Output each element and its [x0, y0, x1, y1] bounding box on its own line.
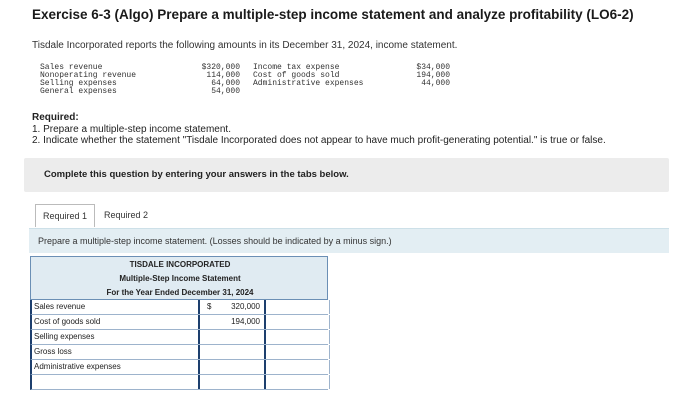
amount-cell[interactable] — [198, 330, 264, 344]
statement-row — [30, 300, 328, 315]
row-label[interactable]: Sales revenue — [34, 302, 86, 311]
row-label[interactable]: Administrative expenses — [34, 362, 121, 371]
amount-cell[interactable] — [198, 375, 264, 389]
amount-cell[interactable] — [198, 315, 264, 329]
statement-period: For the Year Ended December 31, 2024 — [106, 288, 254, 297]
amount-value: 320,000 — [231, 302, 260, 311]
question-prompt — [29, 228, 669, 253]
statement-row — [30, 375, 328, 390]
statement-row — [30, 330, 328, 345]
statement-row — [30, 360, 328, 375]
amount-value: 44,000 — [421, 79, 450, 88]
amount-value: 194,000 — [231, 317, 260, 326]
amount-value: 194,000 — [416, 71, 450, 80]
total-cell[interactable] — [264, 345, 330, 359]
amount-label: Nonoperating revenue — [40, 71, 137, 80]
total-cell[interactable] — [264, 360, 330, 374]
required-item-2: 2. Indicate whether the statement "Tisdale Incorporated does not appear to have much profit-generating potential." is true or false. — [32, 135, 606, 146]
prompt-text: Prepare a multiple-step income statement. (Losses should be indicated by a minus sign.) — [38, 236, 392, 246]
amount-value: 64,000 — [211, 79, 240, 88]
tab-required-1[interactable]: Required 1 — [35, 204, 95, 227]
tab-required-2[interactable]: Required 2 — [104, 210, 149, 220]
total-cell[interactable] — [264, 375, 330, 389]
amount-label: Sales revenue — [40, 63, 103, 72]
amount-value: 114,000 — [206, 71, 240, 80]
total-cell[interactable] — [264, 300, 330, 314]
total-cell[interactable] — [264, 330, 330, 344]
amount-value: $34,000 — [416, 63, 450, 72]
amount-value: $320,000 — [201, 63, 240, 72]
total-cell[interactable] — [264, 315, 330, 329]
amount-cell[interactable] — [198, 360, 264, 374]
amount-value: 54,000 — [211, 87, 240, 96]
statement-name: Multiple-Step Income Statement — [119, 274, 241, 283]
dollar-sign: $ — [207, 302, 212, 311]
amount-label: Selling expenses — [40, 79, 117, 88]
statement-header — [30, 256, 328, 300]
amount-label: Cost of goods sold — [253, 71, 340, 80]
exercise-title: Exercise 6-3 (Algo) Prepare a multiple-step income statement and analyze profitability (LO6-2) — [32, 7, 634, 22]
instructions-panel — [24, 158, 669, 192]
amount-label: Income tax expense — [253, 63, 340, 72]
required-heading: Required: — [32, 112, 79, 123]
income-statement — [30, 256, 328, 390]
amounts-table — [40, 63, 460, 103]
amount-cell[interactable] — [198, 345, 264, 359]
company-name: TISDALE INCORPORATED — [129, 260, 231, 269]
exercise-intro: Tisdale Incorporated reports the following amounts in its December 31, 2024, income statement. — [32, 40, 458, 51]
amount-label: General expenses — [40, 87, 117, 96]
amount-label: Administrative expenses — [253, 79, 364, 88]
statement-row — [30, 315, 328, 330]
amount-cell[interactable] — [198, 300, 264, 314]
row-label[interactable]: Gross loss — [34, 347, 72, 356]
row-label[interactable]: Selling expenses — [34, 332, 95, 341]
instructions-text: Complete this question by entering your answers in the tabs below. — [44, 169, 349, 180]
statement-row — [30, 345, 328, 360]
row-label[interactable]: Cost of goods sold — [34, 317, 101, 326]
required-item-1: 1. Prepare a multiple-step income statement. — [32, 124, 231, 135]
